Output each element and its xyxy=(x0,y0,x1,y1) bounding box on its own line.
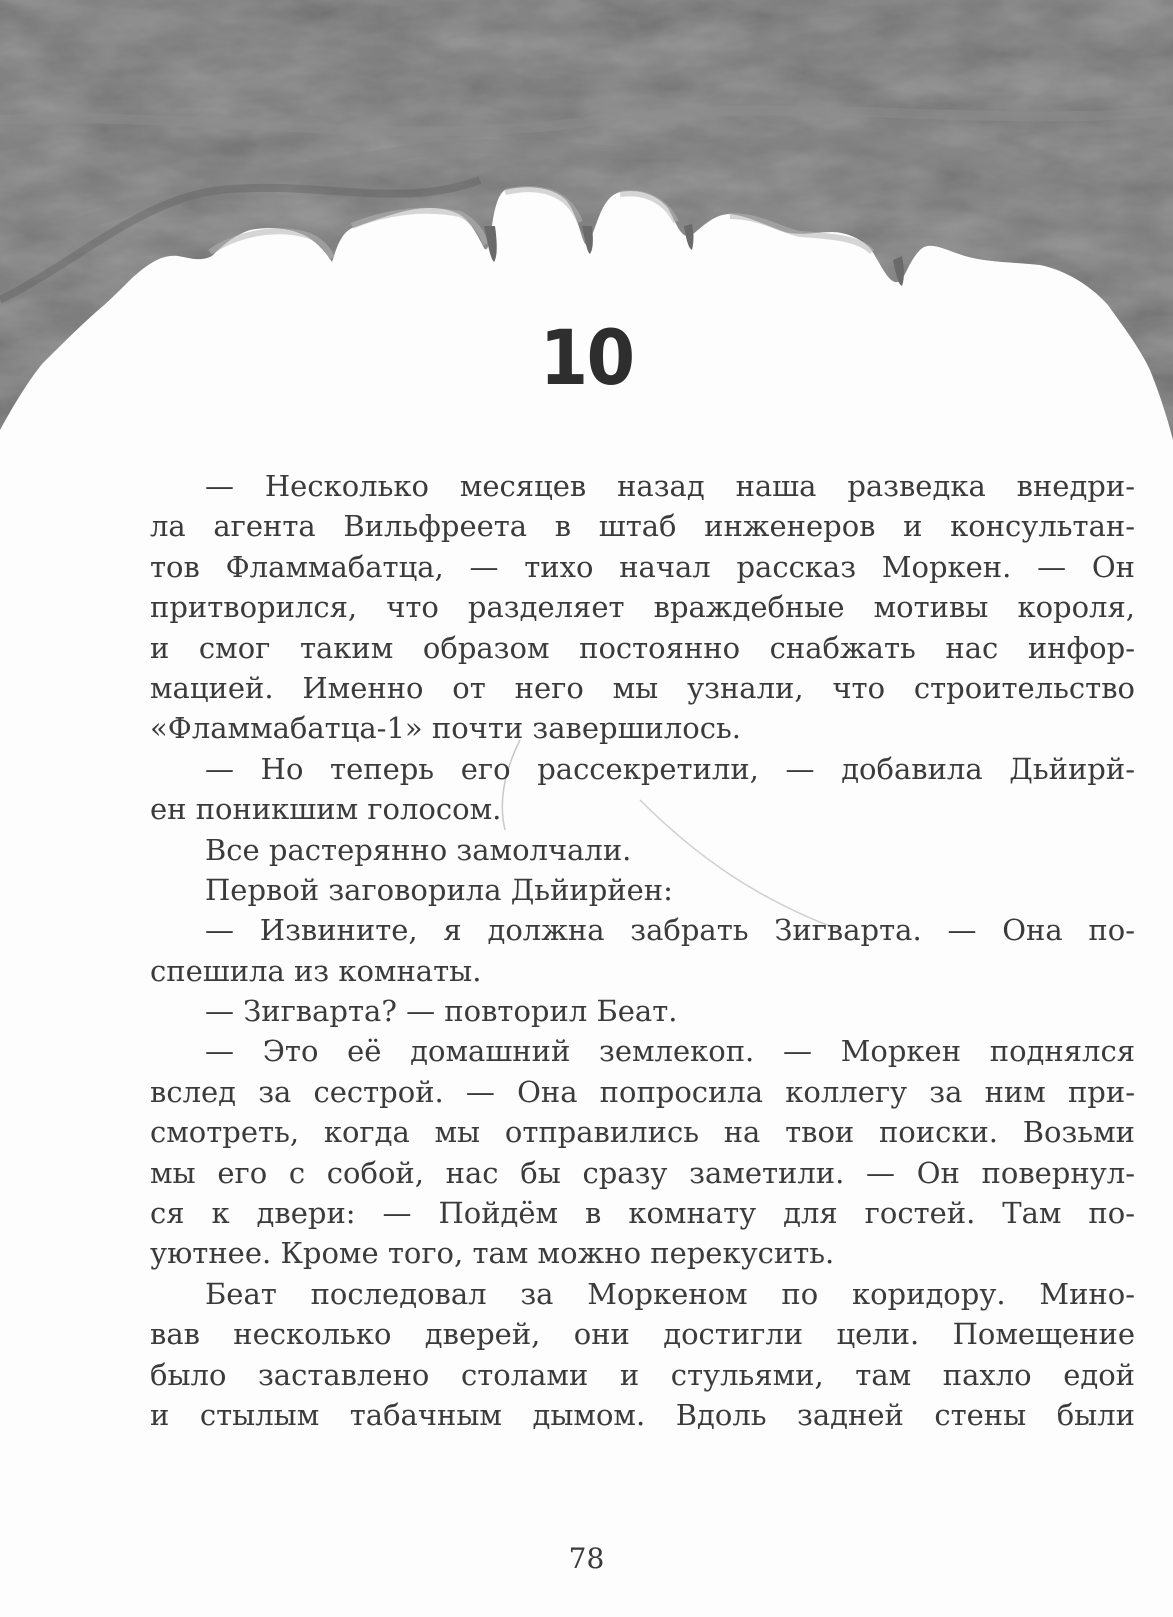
chapter-number: 10 xyxy=(539,313,634,402)
text-line: было заставлено столами и стульями, там пахло едой xyxy=(150,1357,1135,1392)
text-line: — Извините, я должна забрать Зигварта. — Она по- xyxy=(205,913,1135,948)
page-number: 78 xyxy=(568,1542,605,1575)
text-line: притворился, что разделяет враждебные мотивы короля, xyxy=(150,590,1135,625)
text-line: вслед за сестрой. — Она попросила коллегу за ним при- xyxy=(150,1074,1135,1109)
text-line: мацией. Именно от него мы узнали, что строительство xyxy=(150,670,1135,705)
body-text xyxy=(150,466,1135,1435)
text-line: — Зигварта? — повторил Беат. xyxy=(205,994,678,1029)
text-line: — Это её домашний землекоп. — Моркен поднялся xyxy=(205,1034,1135,1069)
text-line: «Фламмабатца-1» почти завершилось. xyxy=(150,711,742,746)
text-line: смотреть, когда мы отправились на твои поиски. Возьми xyxy=(150,1115,1135,1150)
stalactite xyxy=(684,224,694,250)
text-line: Беат последовал за Моркеном по коридору. Мино- xyxy=(205,1276,1135,1311)
text-line: спешила из комнаты. xyxy=(150,953,482,988)
text-line: ла агента Вильфреета в штаб инженеров и консультан- xyxy=(150,509,1135,544)
text-line: уютнее. Кроме того, там можно перекусить. xyxy=(150,1236,835,1271)
text-line: ен поникшим голосом. xyxy=(150,792,502,827)
text-line: тов Фламмабатца, — тихо начал рассказ Моркен. — Он xyxy=(150,549,1135,584)
text-line: — Но теперь его рассекретили, — добавила Дьйирй- xyxy=(205,751,1135,786)
text-line: и стылым табачным дымом. Вдоль задней стены были xyxy=(150,1397,1135,1432)
text-line: вав несколько дверей, они достигли цели. Помещение xyxy=(150,1317,1135,1352)
text-line: Первой заговорила Дьйирйен: xyxy=(205,872,673,907)
text-line: Все растерянно замолчали. xyxy=(205,832,632,867)
text-line: и смог таким образом постоянно снабжать нас инфор- xyxy=(150,630,1135,665)
text-line: ся к двери: — Пойдём в комнату для гостей. Там по- xyxy=(150,1196,1135,1231)
text-line: мы его с собой, нас бы сразу заметили. — Он повернул- xyxy=(150,1155,1135,1190)
text-line: — Несколько месяцев назад наша разведка внедри- xyxy=(205,469,1135,503)
